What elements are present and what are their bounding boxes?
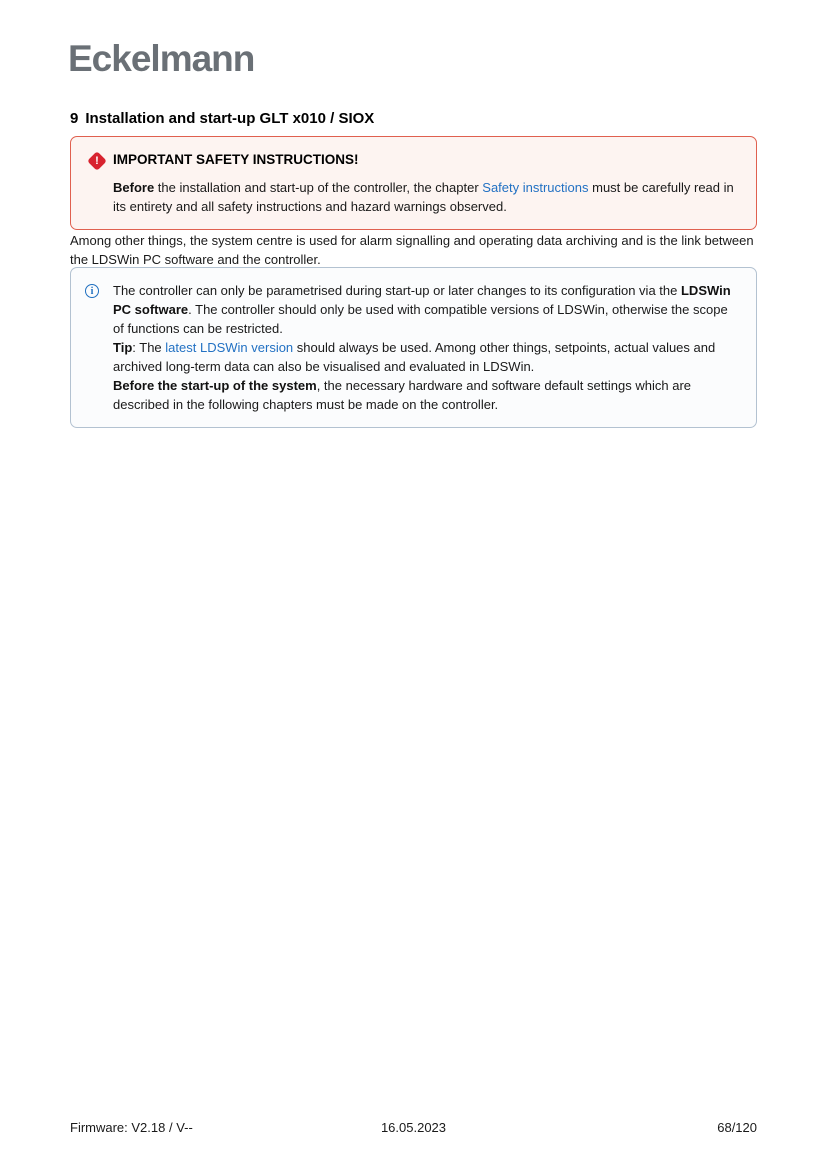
warning-icon-glyph: ! bbox=[95, 154, 99, 167]
latest-ldswin-version-link[interactable]: latest LDSWin version bbox=[165, 340, 294, 355]
info-p2-before-link: : The bbox=[132, 340, 166, 355]
info-icon-glyph: i bbox=[90, 285, 94, 297]
info-p1-after-bold: . The controller should only be used with compatible versions of LDSWin, otherwise the scope of functions can be restricted. bbox=[113, 302, 728, 336]
footer-date: 16.05.2023 bbox=[380, 1120, 447, 1135]
info-p1-bold: LDSWin PC software bbox=[113, 283, 731, 317]
info-paragraph-1 bbox=[113, 281, 736, 338]
footer-page-number: 68/120 bbox=[717, 1120, 757, 1135]
safety-text-after-link: must be carefully read in its entirety and all safety instructions and hazard warnings observed. bbox=[113, 180, 734, 214]
footer-firmware: Firmware: V2.18 / V-- bbox=[70, 1120, 193, 1135]
warning-diamond-icon bbox=[87, 151, 107, 171]
info-p2-after-link: should always be used. Among other things, setpoints, actual values and archived long-term data can also be visualised and evaluated in LDSWin. bbox=[113, 340, 716, 374]
intro-paragraph: Among other things, the system centre is used for alarm signalling and operating data archiving and is the link between the LDSWin PC software and the controller. bbox=[70, 233, 754, 267]
safety-instructions-link[interactable]: Safety instructions bbox=[482, 180, 589, 195]
info-p3-bold: Before the start-up of the system bbox=[113, 378, 317, 393]
info-paragraph-3 bbox=[113, 376, 736, 414]
safety-box-title: IMPORTANT SAFETY INSTRUCTIONS! bbox=[113, 152, 359, 167]
safety-notice-box bbox=[70, 136, 757, 230]
eckelmann-logo: Eckelmann bbox=[68, 38, 255, 79]
info-tip-label: Tip bbox=[113, 340, 133, 355]
chapter-number: 9 bbox=[70, 110, 79, 127]
info-p3-after-bold: , the necessary hardware and software default settings which are described in the following chapters must be made on the controller. bbox=[113, 378, 692, 412]
info-notice-box bbox=[70, 267, 757, 428]
page-footer bbox=[70, 1120, 757, 1135]
info-circle-icon bbox=[85, 284, 99, 298]
chapter-title: Installation and start-up GLT x010 / SIOX bbox=[85, 110, 375, 127]
safety-box-body bbox=[113, 178, 736, 216]
info-paragraph-2 bbox=[113, 338, 736, 376]
info-p1-before-bold: The controller can only be parametrised during start-up or later changes to its configuration via the bbox=[113, 283, 681, 298]
chapter-heading bbox=[70, 110, 374, 127]
safety-text-before-link: the installation and start-up of the controller, the chapter bbox=[154, 180, 483, 195]
safety-bold-lead: Before bbox=[113, 180, 155, 195]
